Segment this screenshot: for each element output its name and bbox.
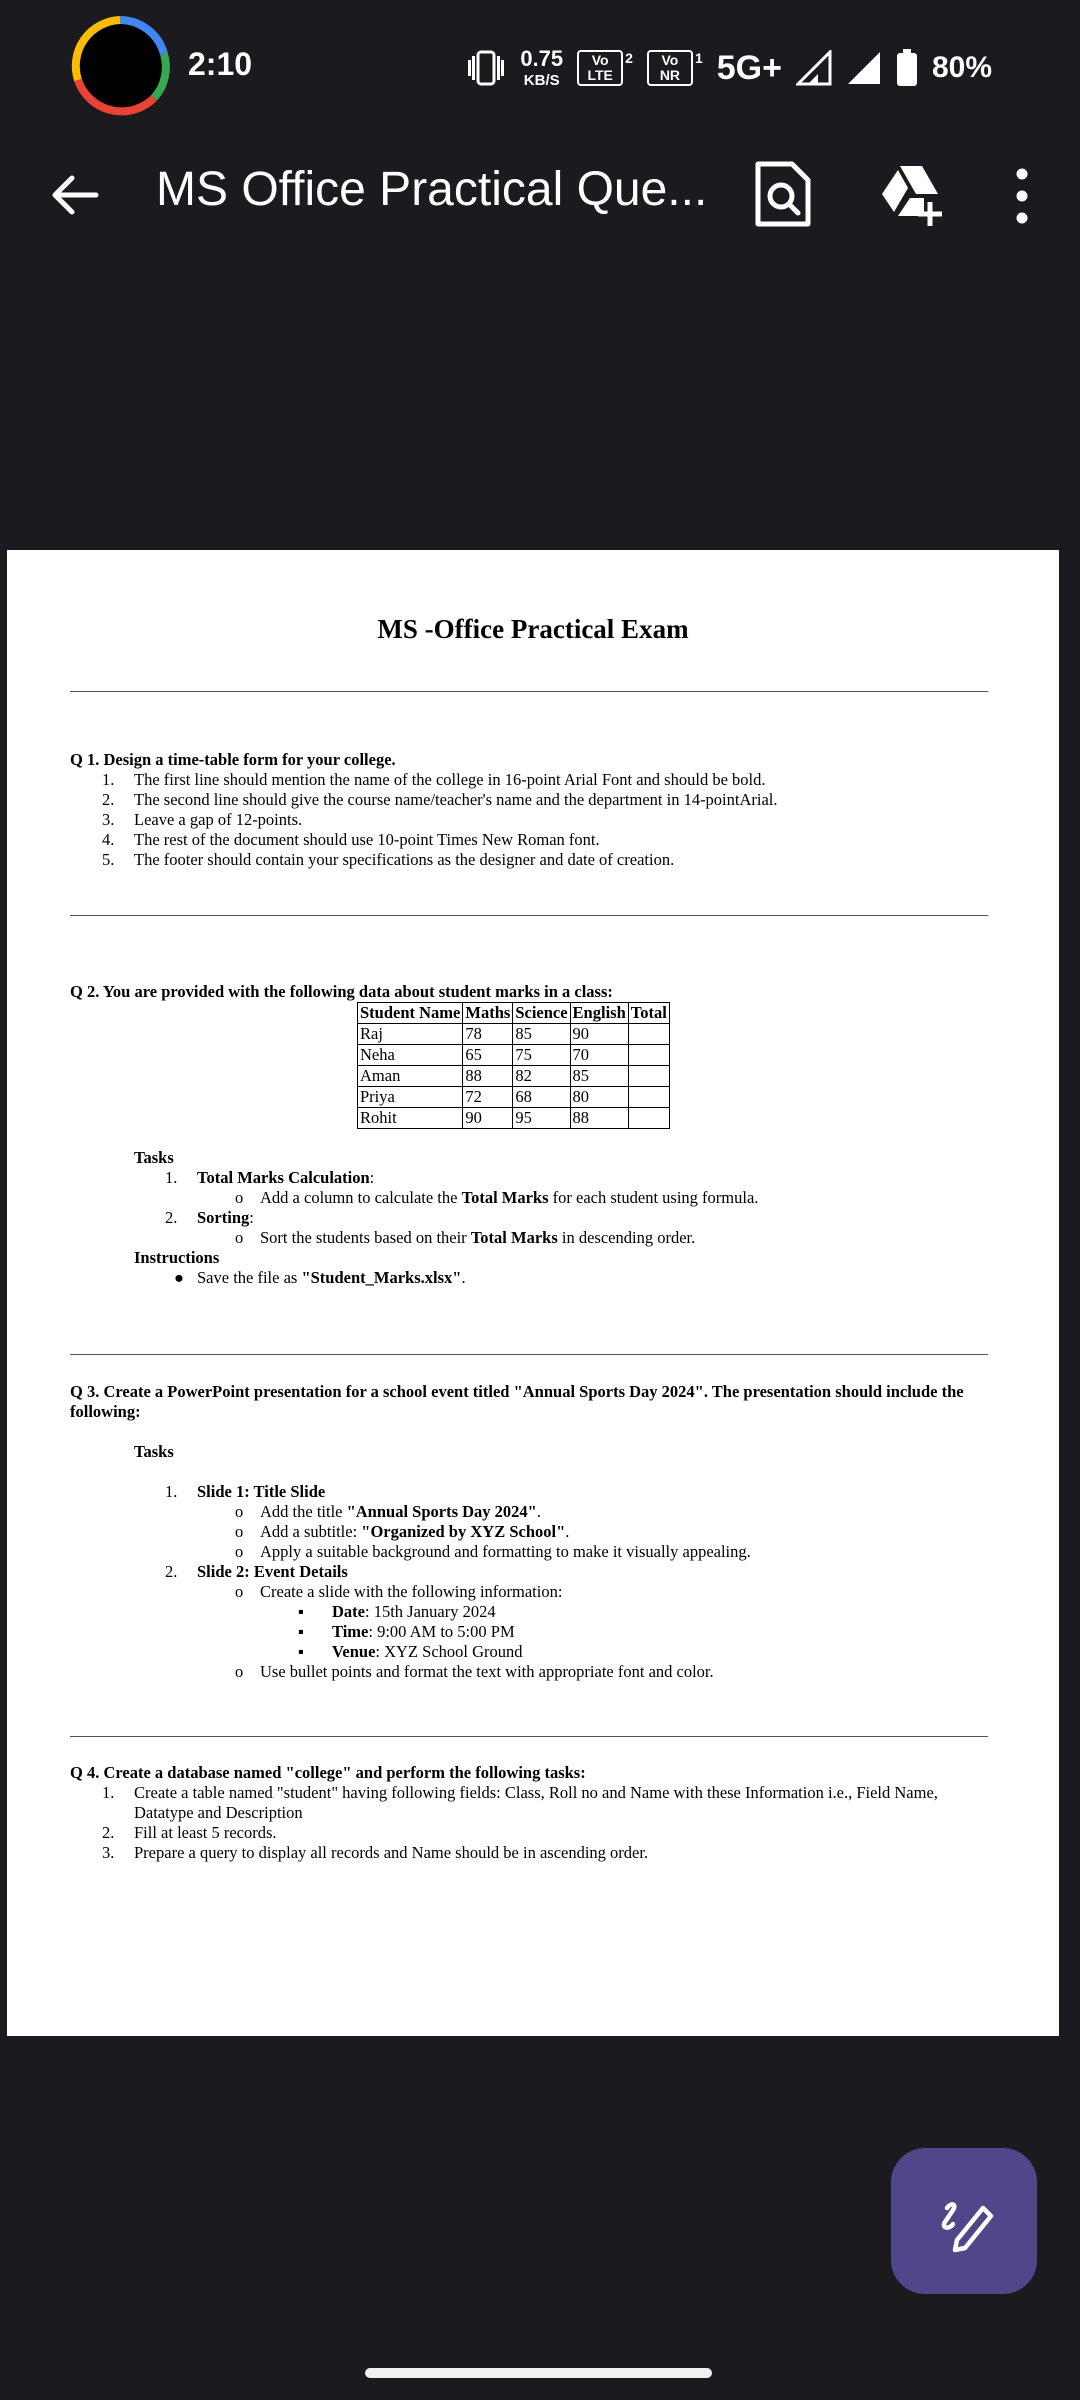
back-arrow-icon[interactable] xyxy=(44,164,106,226)
student-marks-table xyxy=(357,1002,670,1129)
list-item: o Add a column to calculate the Total Marks for each student using formula. xyxy=(235,1188,759,1207)
app-logo-icon xyxy=(68,14,172,118)
edit-fab-button[interactable] xyxy=(891,2148,1037,2294)
document-title: MS Office Practical Que... xyxy=(156,163,708,216)
list-item: 3. Prepare a query to display all records and Name should be in ascending order. xyxy=(102,1843,649,1862)
instructions-label: Instructions xyxy=(134,1248,220,1267)
vibrate-icon xyxy=(466,50,506,86)
list-item: ▪ Venue: XYZ School Ground xyxy=(298,1642,523,1661)
document-page[interactable] xyxy=(7,550,1059,2036)
document-search-icon[interactable] xyxy=(752,160,814,230)
table-row: Aman 88 82 85 xyxy=(358,1066,670,1087)
list-item: 2. Sorting: xyxy=(165,1208,254,1227)
list-item: 4. The rest of the document should use 10-point Times New Roman font. xyxy=(102,830,600,849)
network-type: 5G+ xyxy=(716,48,782,87)
list-item: 5. The footer should contain your specifications as the designer and date of creation. xyxy=(102,850,675,869)
divider xyxy=(70,915,988,916)
question-4 xyxy=(70,1763,1005,1863)
question-4-heading: Q 4. Create a database named "college" and perform the following tasks: xyxy=(70,1763,586,1782)
app-bar xyxy=(0,140,1080,250)
question-3 xyxy=(70,1382,1005,1682)
list-item: o Use bullet points and format the text with appropriate font and color. xyxy=(235,1662,714,1681)
exam-title: MS -Office Practical Exam xyxy=(377,614,689,644)
list-item: 1. Create a table named "student" having following fields: Class, Roll no and Name with these Information i.e., Field Name, Datatype and Description xyxy=(102,1783,938,1822)
list-item: ▪ Time: 9:00 AM to 5:00 PM xyxy=(298,1622,515,1641)
list-item: 2. Slide 2: Event Details xyxy=(165,1562,348,1581)
question-2-heading: Q 2. You are provided with the following data about student marks in a class: xyxy=(70,982,613,1001)
list-item: o Sort the students based on their Total Marks in descending order. xyxy=(235,1228,696,1247)
list-item: 3. Leave a gap of 12-points. xyxy=(102,810,303,829)
more-vert-icon[interactable] xyxy=(1000,164,1044,228)
question-1 xyxy=(70,750,1005,870)
list-item: ● Save the file as "Student_Marks.xlsx". xyxy=(174,1268,466,1287)
list-item: 1. Total Marks Calculation: xyxy=(165,1168,375,1187)
battery-percent: 80% xyxy=(931,51,992,84)
table-row: Raj 78 85 90 xyxy=(358,1024,670,1045)
sim1-badge: Vo LTE 2 xyxy=(577,50,633,86)
drive-add-icon[interactable] xyxy=(878,160,948,230)
question-1-heading: Q 1. Design a time-table form for your college. xyxy=(70,750,396,769)
divider xyxy=(70,1736,988,1737)
question-3-heading: Q 3. Create a PowerPoint presentation for a school event titled "Annual Sports Day 2024". The presentation should include the following: xyxy=(70,1382,964,1421)
tasks-label: Tasks xyxy=(134,1442,174,1461)
tasks-label: Tasks xyxy=(134,1148,174,1167)
list-item: 1. The first line should mention the name of the college in 16-point Arial Font and should be bold. xyxy=(102,770,766,789)
list-item: o Create a slide with the following information: xyxy=(235,1582,563,1601)
list-item: ▪ Date: 15th January 2024 xyxy=(298,1602,496,1621)
edit-pen-icon xyxy=(891,2148,1037,2294)
list-item: o Add a subtitle: "Organized by XYZ School". xyxy=(235,1522,570,1541)
list-item: 2. Fill at least 5 records. xyxy=(102,1823,277,1842)
question-2-tasks xyxy=(70,1148,1005,1288)
table-header-row: Student Name Maths Science English Total xyxy=(358,1003,670,1024)
gesture-nav-bar[interactable] xyxy=(365,2368,712,2378)
question-2 xyxy=(70,982,1005,1002)
status-time: 2:10 xyxy=(188,46,253,82)
table-row: Neha 65 75 70 xyxy=(358,1045,670,1066)
list-item: o Add the title "Annual Sports Day 2024". xyxy=(235,1502,541,1521)
list-item: 1. Slide 1: Title Slide xyxy=(165,1482,326,1501)
table-row: Rohit 90 95 88 xyxy=(358,1108,670,1129)
list-item: o Apply a suitable background and formatting to make it visually appealing. xyxy=(235,1542,751,1561)
list-item: 2. The second line should give the course name/teacher's name and the department in 14-pointArial. xyxy=(102,790,778,809)
sim2-badge: Vo NR 1 xyxy=(647,50,703,86)
battery-icon xyxy=(896,49,918,87)
divider xyxy=(70,1354,988,1355)
net-speed: 0.75 KB/S xyxy=(520,46,564,89)
divider xyxy=(70,691,988,692)
status-bar xyxy=(0,0,1080,140)
signal-icon xyxy=(846,50,882,86)
signal-icon xyxy=(796,50,832,86)
table-row: Priya 72 68 80 xyxy=(358,1087,670,1108)
